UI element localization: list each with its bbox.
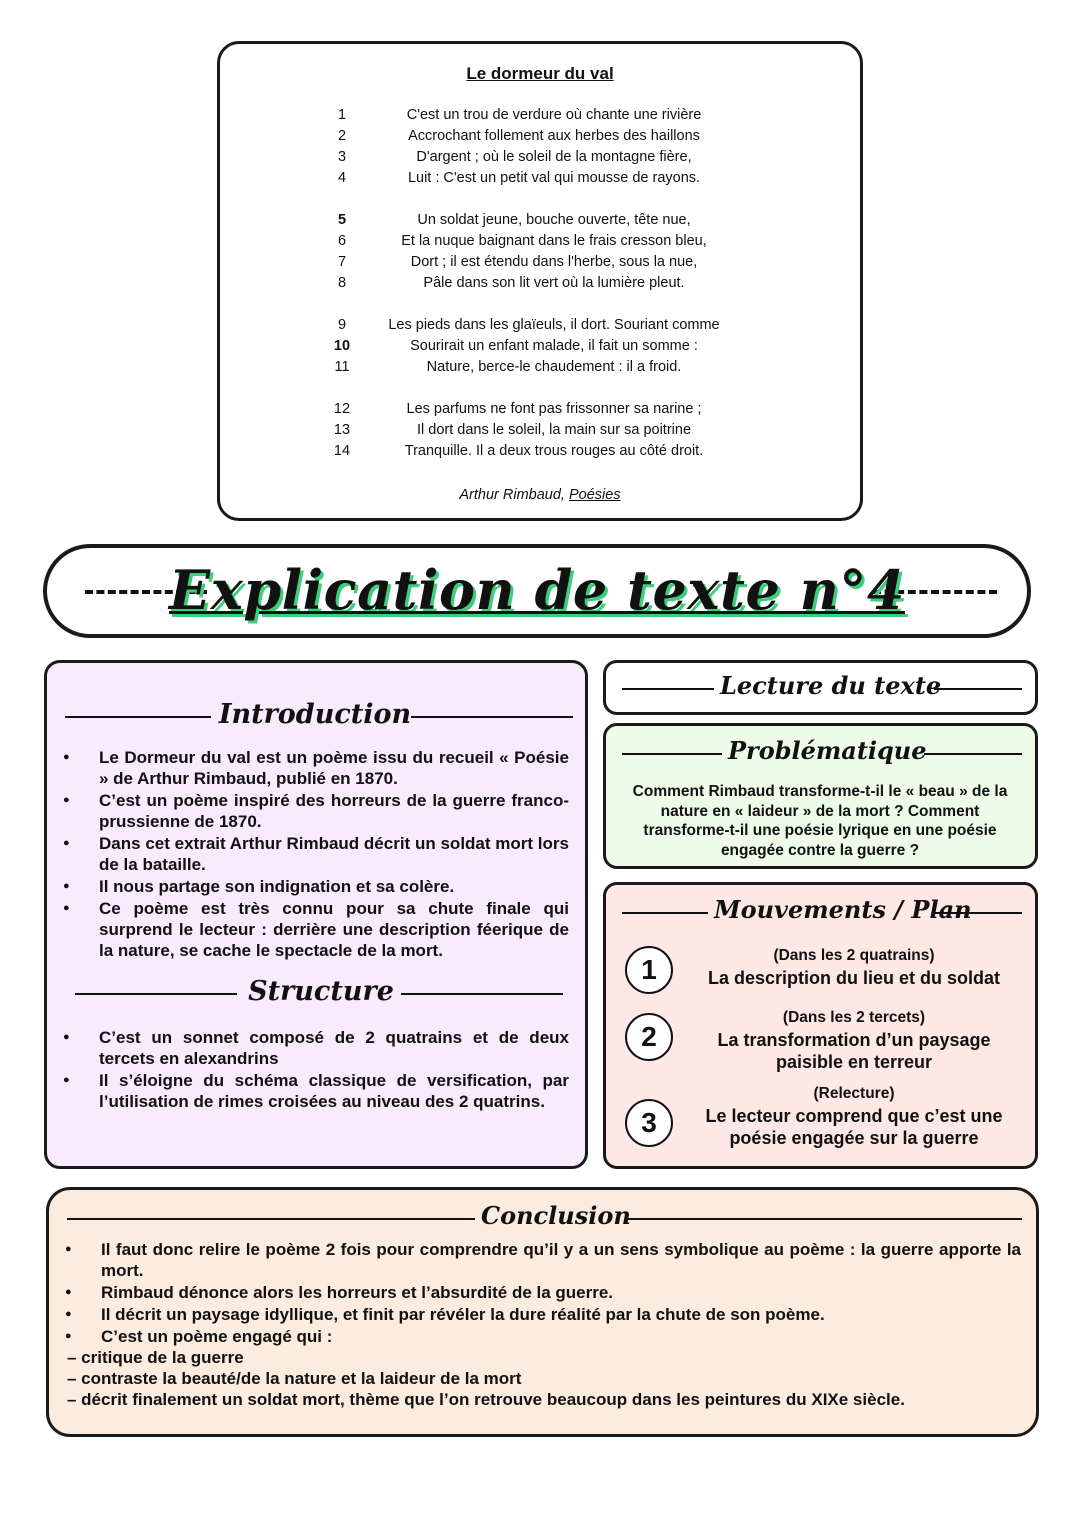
introduction-heading	[65, 699, 575, 733]
problematique-heading	[622, 736, 1022, 770]
verse-text: C'est un trou de verdure où chante une rivière	[406, 107, 702, 123]
dash-item: – critique de la guerre	[67, 1348, 244, 1367]
verse-text: Nature, berce-le chaudement : il a froid.	[426, 359, 682, 375]
verse-text: Pâle dans son lit vert où la lumière pleut.	[423, 275, 685, 291]
verse-line	[220, 443, 860, 464]
movement-number: 1	[625, 946, 673, 994]
heading-line	[934, 688, 1022, 690]
heading-line	[65, 716, 211, 718]
verse-line	[220, 359, 860, 380]
verse-text: Dort ; il est étendu dans l'herbe, sous la nue,	[410, 254, 698, 270]
verse-number: 13	[333, 422, 351, 438]
verse-line	[220, 212, 860, 233]
list-item: ● Ce poème est très connu pour sa chute finale qui surprend le lecteur : derrière une description féerique de la nature, se cache le spectacle de la mort.	[47, 898, 569, 961]
dash-item: – décrit finalement un soldat mort, thème que l’on retrouve beaucoup dans les peintures du XIXe siècle.	[67, 1390, 905, 1409]
mouvements-box	[603, 882, 1038, 1169]
verse-number: 2	[337, 128, 347, 144]
verse-number: 7	[337, 254, 347, 270]
verse-number: 9	[337, 317, 347, 333]
verse-line	[220, 338, 860, 359]
heading-line	[622, 912, 708, 914]
list-item: ● C’est un poème engagé qui :	[49, 1326, 1021, 1347]
list-item: ● C’est un poème inspiré des horreurs de la guerre franco-prussienne de 1870.	[47, 790, 569, 832]
dash-item: – contraste la beauté/de la nature et la laideur de la mort	[67, 1369, 522, 1388]
verse-text: Les pieds dans les glaïeuls, il dort. Souriant comme	[388, 317, 720, 333]
verse-number: 6	[337, 233, 347, 249]
introduction-title: Introduction	[218, 699, 412, 730]
heading-line	[67, 1218, 475, 1220]
lecture-box	[603, 660, 1038, 715]
verse-line	[220, 317, 860, 338]
conclusion-heading	[67, 1201, 1022, 1235]
conclusion-box	[46, 1187, 1039, 1437]
verse-text: Un soldat jeune, bouche ouverte, tête nue,	[417, 212, 691, 228]
conclusion-list	[49, 1239, 1021, 1348]
verse-number: 5	[337, 212, 347, 228]
verse-line	[220, 401, 860, 422]
movement-subtitle: (Relecture)	[813, 1085, 895, 1102]
page-title	[47, 558, 1027, 622]
verse-line	[220, 128, 860, 149]
mouvements-heading	[622, 895, 1022, 929]
heading-line	[411, 716, 573, 718]
verse-number: 12	[333, 401, 351, 417]
stanza-1	[220, 107, 860, 191]
verse-text: Accrochant follement aux herbes des haillons	[408, 128, 700, 144]
movement-title: Le lecteur comprend que c’est une poésie engagée sur la guerre	[705, 1106, 1003, 1148]
verse-line	[220, 107, 860, 128]
verse-number: 10	[333, 338, 351, 354]
problematique-title: Problématique	[728, 736, 927, 765]
list-item: ● Il décrit un paysage idyllique, et finit par révéler la dure réalité par la chute de son poème.	[49, 1304, 1021, 1325]
movement-number: 3	[625, 1099, 673, 1147]
verse-text: Il dort dans le soleil, la main sur sa poitrine	[416, 422, 692, 438]
verse-text: D'argent ; où le soleil de la montagne fière,	[416, 149, 692, 165]
poem-box	[217, 41, 863, 521]
list-item: ● Rimbaud dénonce alors les horreurs et l’absurdité de la guerre.	[49, 1282, 1021, 1303]
verse-line	[220, 149, 860, 170]
stanza-2	[220, 212, 860, 296]
verse-number: 3	[337, 149, 347, 165]
lecture-heading	[622, 671, 1022, 705]
verse-number: 1	[337, 107, 347, 123]
verse-text: Et la nuque baignant dans le frais cresson bleu,	[401, 233, 707, 249]
heading-line	[924, 753, 1022, 755]
heading-line	[622, 753, 722, 755]
heading-line	[401, 993, 563, 995]
verse-line	[220, 275, 860, 296]
movement-title: La description du lieu et du soldat	[707, 968, 1001, 988]
verse-line	[220, 233, 860, 254]
poem-title: Le dormeur du val	[466, 64, 614, 83]
verse-text: Luit : C'est un petit val qui mousse de rayons.	[407, 170, 701, 186]
stanza-3	[220, 317, 860, 380]
structure-heading	[75, 976, 565, 1010]
verse-number: 8	[337, 275, 347, 291]
movement-number: 2	[625, 1013, 673, 1061]
introduction-box	[44, 660, 588, 1169]
title-banner	[43, 544, 1031, 638]
verse-text: Tranquille. Il a deux trous rouges au côté droit.	[404, 443, 704, 459]
problematique-box	[603, 723, 1038, 869]
list-item: ● Il nous partage son indignation et sa colère.	[47, 876, 569, 897]
stanza-4	[220, 401, 860, 464]
list-item: ● C’est un sonnet composé de 2 quatrains et de deux tercets en alexandrins	[47, 1027, 569, 1069]
verse-number: 11	[334, 359, 350, 375]
lecture-title: Lecture du texte	[720, 671, 942, 700]
structure-list	[47, 1027, 569, 1113]
problematique-text: Comment Rimbaud transforme-t-il le « beau » de la nature en « laideur » de la mort ? Comment transforme-t-il une poésie lyrique en une poésie engagée contre la guerre ?	[632, 783, 1008, 859]
author-name: Arthur Rimbaud,	[459, 487, 569, 503]
movement-subtitle: (Dans les 2 quatrains)	[773, 947, 935, 964]
verse-line	[220, 254, 860, 275]
verse-line	[220, 170, 860, 191]
list-item: ● Il s’éloigne du schéma classique de versification, par l’utilisation de rimes croisées au niveau des 2 quatrins.	[47, 1070, 569, 1112]
list-item: ● Le Dormeur du val est un poème issu du recueil « Poésie » de Arthur Rimbaud, publié en 1870.	[47, 747, 569, 789]
heading-line	[627, 1218, 1022, 1220]
verse-number: 14	[333, 443, 351, 459]
structure-title: Structure	[248, 976, 394, 1007]
page-title-text: Explication de texte n°4	[169, 558, 905, 622]
introduction-list	[47, 747, 569, 962]
verse-number: 4	[337, 170, 347, 186]
heading-line	[934, 912, 1022, 914]
verse-line	[220, 422, 860, 443]
movement-subtitle: (Dans les 2 tercets)	[782, 1009, 926, 1026]
poem-author	[220, 487, 860, 503]
list-item: ● Dans cet extrait Arthur Rimbaud décrit un soldat mort lors de la bataille.	[47, 833, 569, 875]
movement-title: La transformation d’un paysage paisible en terreur	[717, 1030, 991, 1072]
heading-line	[622, 688, 714, 690]
list-item: ● Il faut donc relire le poème 2 fois pour comprendre qu’il y a un sens symbolique au poème : la guerre apporte la mort.	[49, 1239, 1021, 1281]
mouvements-title: Mouvements / Plan	[714, 895, 972, 924]
heading-line	[75, 993, 237, 995]
conclusion-title: Conclusion	[481, 1201, 631, 1230]
verse-text: Les parfums ne font pas frissonner sa narine ;	[406, 401, 702, 417]
work-title: Poésies	[569, 487, 621, 503]
verse-text: Sourirait un enfant malade, il fait un somme :	[410, 338, 698, 354]
